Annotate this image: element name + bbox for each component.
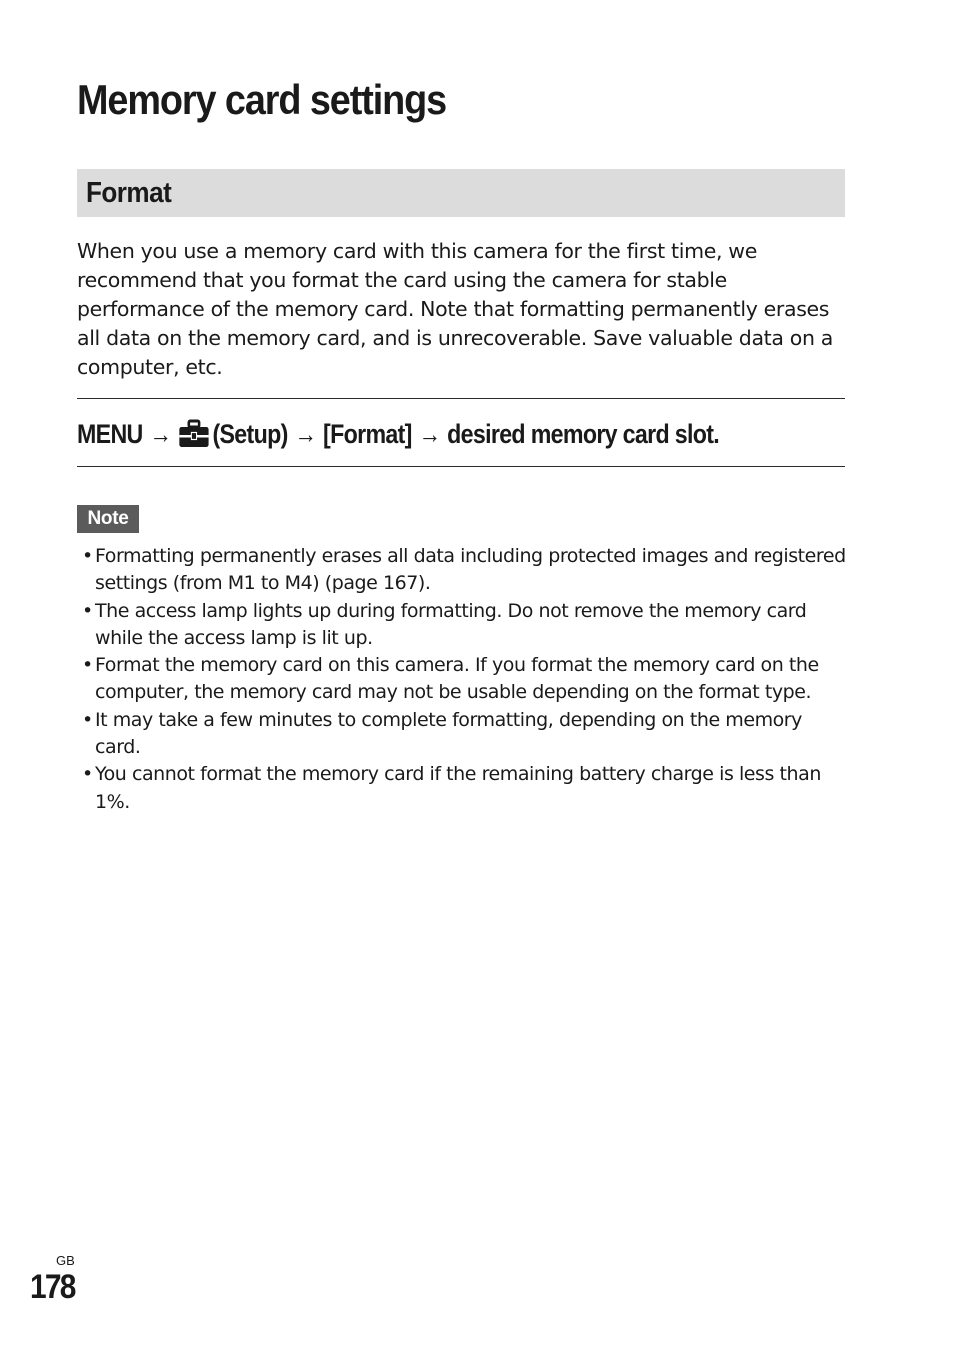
bullet-icon: • <box>82 654 93 677</box>
note-item <box>77 543 847 598</box>
format-label: [Format] <box>323 418 412 449</box>
toolbox-icon <box>178 419 209 449</box>
note-text: Formatting permanently erases all data including protected images and registered settings (from M1 to M4) (page 167). <box>95 545 846 595</box>
page-number: 178 <box>30 1268 75 1306</box>
note-text: Format the memory card on this camera. If you format the memory card on the computer, the memory card may not be usable depending on the format type. <box>95 654 819 704</box>
arrow-right-icon: → <box>149 418 172 449</box>
setup-label: (Setup) <box>212 418 288 449</box>
memory-card-slot-label: desired memory card slot. <box>447 418 720 449</box>
intro-paragraph: When you use a memory card with this camera for the first time, we recommend that you format the card using the camera for stable performance of the memory card. Note that formatting permanently erases all data on the memory card, and is unrecoverable. Save valuable data on a computer, etc. <box>77 239 833 379</box>
note-text: You cannot format the memory card if the remaining battery charge is less than 1%. <box>95 763 821 813</box>
arrow-right-icon: → <box>418 418 441 449</box>
page-title: Memory card settings <box>77 76 447 123</box>
menu-path-top-rule <box>77 398 845 399</box>
note-item <box>77 598 847 653</box>
note-text: It may take a few minutes to complete formatting, depending on the memory card. <box>95 708 802 759</box>
menu-label: MENU <box>77 418 143 449</box>
bullet-icon: • <box>82 763 93 786</box>
note-item <box>77 652 847 707</box>
menu-path <box>77 414 719 454</box>
note-text: The access lamp lights up during formatting. Do not remove the memory card while the access lamp is lit up. <box>95 599 807 649</box>
note-item <box>77 761 847 816</box>
bullet-icon: • <box>82 545 93 567</box>
bullet-icon: • <box>82 708 93 731</box>
note-badge: Note <box>77 505 139 533</box>
arrow-right-icon: → <box>294 418 317 449</box>
language-code: GB <box>56 1253 75 1268</box>
note-item <box>77 707 847 762</box>
menu-path-bottom-rule <box>77 466 845 467</box>
bullet-icon: • <box>82 599 93 622</box>
note-list <box>77 543 847 816</box>
section-heading: Format <box>86 177 172 209</box>
section-heading-band <box>77 169 845 217</box>
